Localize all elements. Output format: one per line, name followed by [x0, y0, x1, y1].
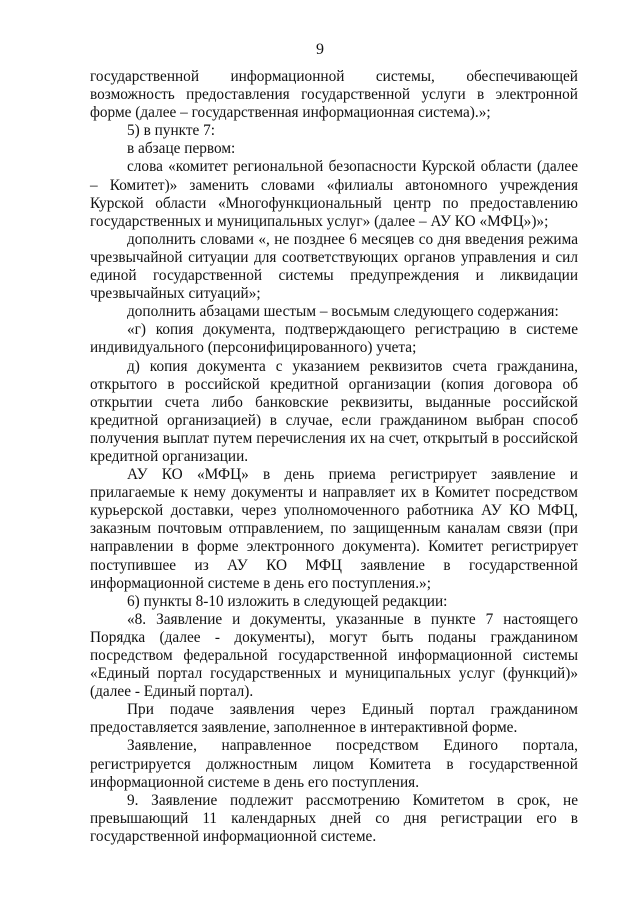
paragraph: д) копия документа с указанием реквизитов счета гражданина, открытого в российской кредитной организации (копия договора об открытии счета либо банковские реквизиты, выданные российской кредитной организацией) в случае, если гражданином выбран способ получения выплат путем перечисления их на счет, открытый в российской кредитной организации.: [90, 357, 578, 465]
paragraph: государственной информационной системы, обеспечивающей возможность предоставления государственной услуги в электронной форме (далее – государственная информационная система).»;: [90, 68, 578, 122]
paragraph: слова «комитет региональной безопасности Курской области (далее – Комитет)» заменить словами «филиалы автономного учреждения Курской области «Многофункциональный центр по предоставлению государственных и муниципальных услуг» (далее – АУ КО «МФЦ»)»;: [90, 158, 578, 230]
paragraph: дополнить словами «, не позднее 6 месяцев со дня введения режима чрезвычайной ситуации для соответствующих органов управления и сил единой государственной системы предупреждения и ликвидации чрезвычайных ситуаций»;: [90, 230, 578, 303]
paragraph: Заявление, направленное посредством Единого портала, регистрируется должностным лицом Комитета в государственной информационной системе в день его поступления.: [90, 737, 578, 791]
paragraph: АУ КО «МФЦ» в день приема регистрирует заявление и прилагаемые к нему документы и направляет их в Комитет посредством курьерской доставки, через уполномоченного работника АУ КО МФЦ, заказным почтовым отправлением, по защищенным каналам связи (при направлении в форме электронного документа). Комитет регистрирует поступившее из АУ КО МФЦ заявление в государственной информационной системе в день его поступления.»;: [90, 466, 578, 592]
document-body: [90, 68, 578, 846]
paragraph: в абзаце первом:: [127, 140, 236, 158]
paragraph: «г) копия документа, подтверждающего регистрацию в системе индивидуального (персонифицированного) учета;: [90, 321, 578, 357]
paragraph: 5) в пункте 7:: [127, 122, 216, 140]
paragraph: При подаче заявления через Единый портал гражданином предоставляется заявление, заполненное в интерактивной форме.: [90, 701, 578, 737]
paragraph: 6) пункты 8-10 изложить в следующей редакции:: [127, 592, 448, 610]
paragraph: 9. Заявление подлежит рассмотрению Комитетом в срок, не превышающий 11 календарных дней со дня регистрации его в государственной информационной системе.: [90, 791, 578, 845]
page-number: 9: [316, 41, 324, 58]
paragraph: «8. Заявление и документы, указанные в пункте 7 настоящего Порядка (далее - документы), могут быть поданы гражданином посредством федеральной государственной информационной системы «Единый портал государственных и муниципальных услуг (функций)» (далее - Единый портал).: [90, 610, 578, 701]
paragraph: дополнить абзацами шестым – восьмым следующего содержания:: [127, 303, 559, 321]
